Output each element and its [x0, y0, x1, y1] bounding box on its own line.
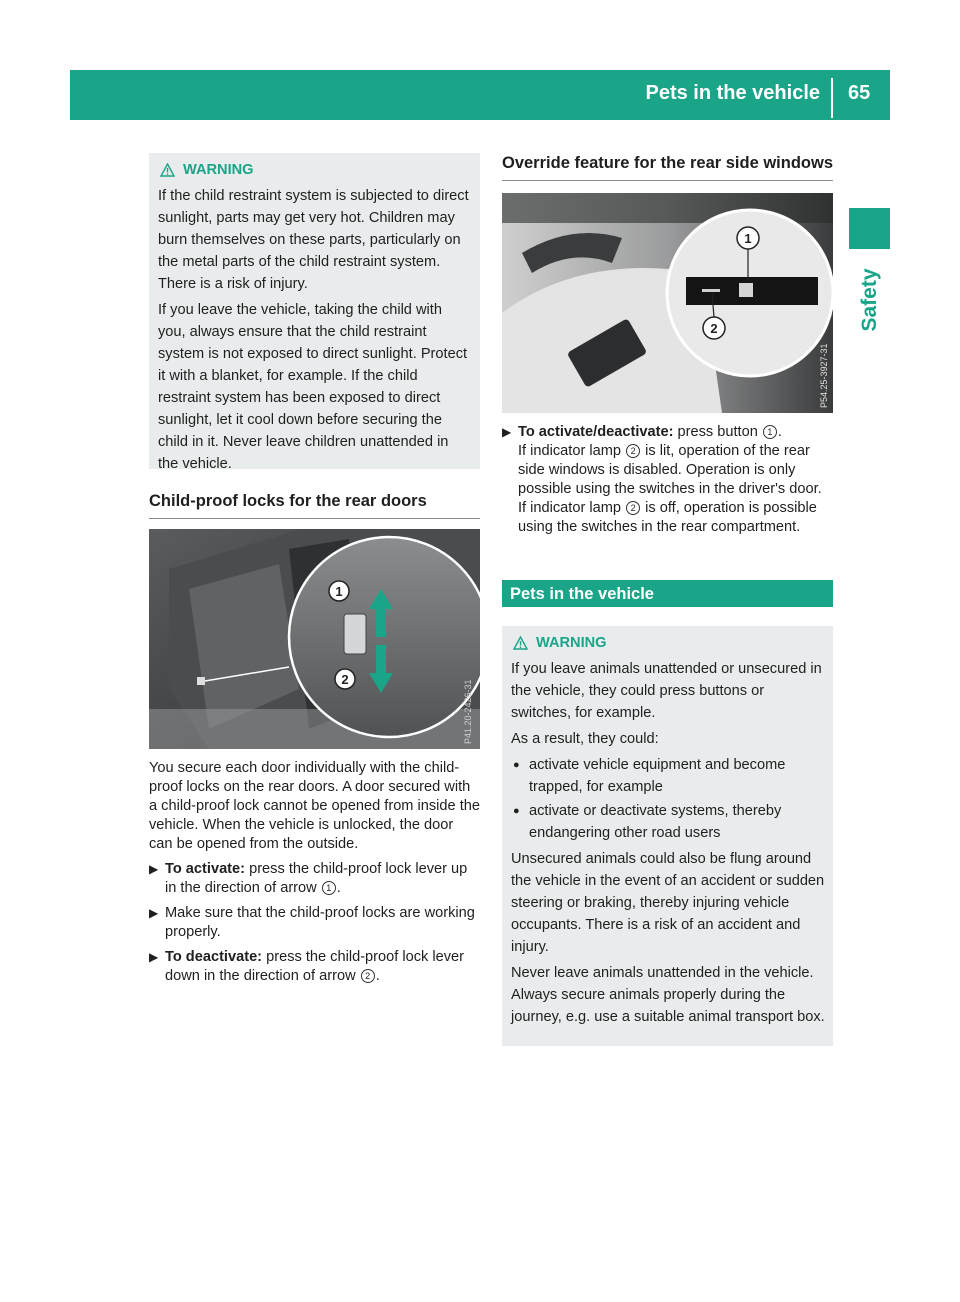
bullet-icon: ● [513, 805, 520, 817]
step-activate [149, 860, 480, 898]
step-arrow-icon: ▶ [149, 906, 159, 920]
bullet-text: activate vehicle equipment and become trapped, for example [529, 757, 786, 795]
side-tab-marker [849, 208, 890, 249]
section-band-pets: Pets in the vehicle [502, 580, 833, 607]
step-text: Make sure that the child-proof locks are working properly. [165, 905, 475, 940]
step-text: If indicator lamp [518, 443, 626, 459]
warning-box-child-seat [149, 153, 480, 472]
step-deactivate [149, 948, 480, 986]
override-photo [502, 193, 833, 413]
callout-ref: 2 [361, 969, 375, 983]
callout-ref: 1 [763, 425, 777, 439]
callout-1: 1 [744, 231, 752, 246]
warning-bullet [511, 754, 825, 798]
callout-ref: 1 [322, 881, 336, 895]
warning-triangle-icon [513, 636, 528, 650]
step-label: To activate/deactivate: [518, 424, 674, 440]
warning-paragraph: If you leave the vehicle, taking the child with you, always ensure that the child restraint system is not exposed to direct sunlight. Protect it with a blanket, for example. If the child restraint system has been exposed to direct sunlight, let it cool down before securing the child in it. Never leave children unattended in the vehicle. [158, 302, 468, 472]
step-text: press the child-proof lock lever up in the direction of arrow [165, 861, 468, 896]
warning-heading [158, 159, 472, 181]
step-arrow-icon: ▶ [149, 862, 159, 876]
step-text: . [777, 424, 782, 440]
step-text: is lit, operation of the rear side windows is disabled. Operation is only possible using the switches in the driver's door. If indicator lamp [518, 443, 822, 516]
callout-1: 1 [335, 584, 343, 599]
child-lock-description: You secure each door individually with the child-proof locks on the rear doors. A door secured with a child-proof lock cannot be opened from inside the vehicle. When the vehicle is unlocked, the door can be opened from the outside. [149, 760, 480, 852]
section-heading-child-locks: Child-proof locks for the rear doors [149, 491, 480, 519]
side-tab-label: Safety [858, 268, 881, 332]
step-arrow-icon: ▶ [149, 950, 159, 964]
step-text: . [336, 880, 341, 896]
section-heading-override: Override feature for the rear side windows [502, 153, 833, 181]
warning-paragraph: If the child restraint system is subjected to direct sunlight, parts may get very hot. Children may burn themselves on these parts, particularly on the metal parts of the child restraint system. There is a risk of injury. [158, 188, 469, 292]
callout-ref: 2 [626, 501, 640, 515]
step-label: To activate: [165, 861, 246, 877]
warning-paragraph: Unsecured animals could also be flung around the vehicle in the event of an accident or sudden steering or braking, thereby injuring vehicle occupants. There is a risk of an accident and injury. [511, 851, 825, 955]
override-illustration [502, 193, 833, 413]
left-column [149, 153, 480, 988]
warning-triangle-icon [160, 163, 175, 177]
photo-code: P54.25-3927-31 [819, 343, 829, 408]
step-override [502, 423, 833, 537]
step-arrow-icon: ▶ [502, 425, 512, 439]
side-tab[interactable] [848, 258, 892, 342]
warning-paragraph: As a result, they could: [511, 731, 659, 747]
right-column [502, 153, 833, 1046]
child-lock-illustration [149, 529, 480, 749]
page-number: 65 [848, 82, 871, 104]
warning-box-pets [502, 626, 833, 1046]
step-check [149, 904, 480, 942]
child-lock-photo [149, 529, 480, 749]
photo-code: P41.20-2426-31 [463, 679, 473, 744]
step-text: press the child-proof lock lever down in the direction of arrow [165, 949, 465, 984]
callout-2: 2 [710, 321, 718, 336]
warning-label: WARNING [536, 635, 607, 651]
header-divider [831, 78, 833, 118]
warning-label: WARNING [183, 162, 254, 178]
warning-paragraph: If you leave animals unattended or unsecured in the vehicle, they could press buttons or switches, for example. [511, 661, 822, 721]
step-text: . [375, 968, 380, 984]
warning-paragraph: Never leave animals unattended in the vehicle. Always secure animals properly during the journey, e.g. use a suitable animal transport box. [511, 965, 825, 1025]
callout-2: 2 [341, 672, 349, 687]
bullet-icon: ● [513, 759, 520, 771]
bullet-text: activate or deactivate systems, thereby endangering other road users [529, 803, 782, 841]
step-text: is off, operation is possible using the switches in the rear compartment. [518, 500, 817, 535]
warning-bullet [511, 800, 825, 844]
warning-heading [511, 632, 825, 654]
page-header-title: Pets in the vehicle [645, 82, 820, 104]
step-text: press button [673, 424, 762, 440]
callout-ref: 2 [626, 444, 640, 458]
step-label: To deactivate: [165, 949, 263, 965]
